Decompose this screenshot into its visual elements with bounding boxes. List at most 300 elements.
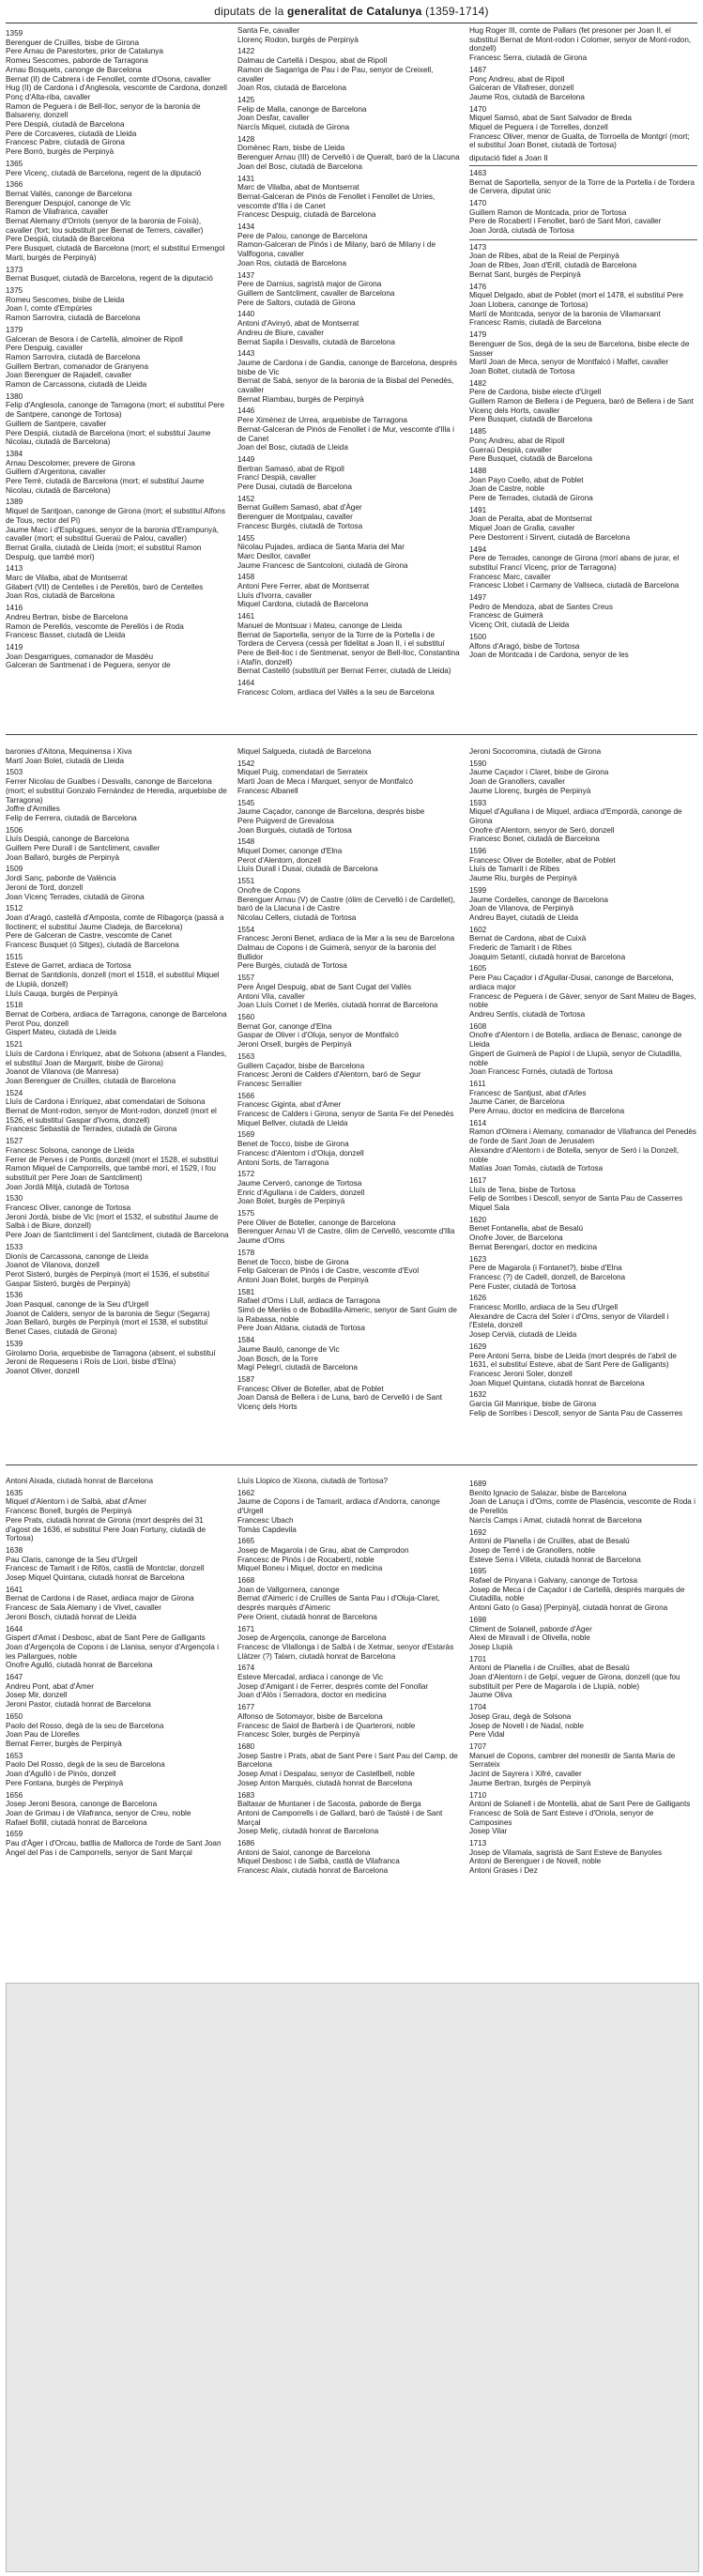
deputy-entry: Bernat-Galceran de Pinós de Fenollet i Fenollet de Urries, vescomte d'Illa i de Canet — [237, 192, 436, 210]
deputy-entry: Pere de Magarola (i Fontanet?), bisbe d'Elna — [469, 1264, 622, 1273]
deputy-entry: Antoni Pere Ferrer, abat de Montserrat — [237, 582, 370, 591]
term-year: 1656 — [6, 1790, 23, 1800]
deputy-entry: Jeroni Pastor, ciutadà honrat de Barcelona — [6, 1700, 151, 1710]
deputy-entry: Santa Fe, cavaller — [237, 26, 299, 35]
deputy-entry: Bernat de Saportella, senyor de la Torre de la Portella i de Tordera de Cervera (cessà per fidelitat a Joan II, i el substituí Pere de Bell-lloc i de Sentmenat, senyor de Bell-lloc, Constantina i Atafín, donzell) — [237, 630, 460, 667]
deputy-entry: Andreu Bertran, bisbe de Barcelona — [6, 612, 129, 621]
term-year: 1674 — [237, 1664, 255, 1673]
deputy-entry: Onofre d'Alentorn i de Botella, ardiaca de Benasc, canonge de Lleida — [469, 1031, 682, 1050]
deputy-entry: Miquel Sala — [469, 1204, 510, 1213]
deputy-entry: Dalmau de Cartellà i Despou, abat de Ripoll — [237, 56, 388, 66]
deputy-entry: Antoni Aixada, ciutadà honrat de Barcelona — [6, 1477, 154, 1485]
deputy-entry: Joan de Granollers, cavaller — [469, 777, 565, 787]
term-year: 1635 — [6, 1488, 23, 1497]
deputy-entry: Antoni Gato (o Gasa) [Perpinyà], ciutadà honrat de Girona — [469, 1603, 668, 1613]
deputy-entry: Joan Ros, ciutadà de Barcelona — [237, 258, 347, 268]
deputy-entry: Onofre Agulló, ciutadà honrat de Barcelona — [6, 1661, 153, 1670]
deputy-entry: Magí Pelegrí, ciutadà de Barcelona — [237, 1363, 358, 1372]
deputy-entry: Berenguer Arnau (V) de Castre (ólim de Cervelló i de Cardellet), baró de la Llacuna i de Castre — [237, 895, 456, 913]
deputy-entry: Miquel de Santjoan, canonge de Girona (mort; el substituí Alfons de Tous, rector del Pi) — [6, 507, 225, 525]
deputy-entry: Narcís Miquel, ciutadà de Girona — [237, 123, 350, 132]
deputy-entry: Llàtzer (?) Talarn, ciutadà honrat de Barcelona — [237, 1651, 396, 1661]
deputy-entry: Josep Vilar — [469, 1827, 508, 1836]
term-year: 1375 — [6, 285, 23, 295]
deputy-entry: Miquel Delgado, abat de Poblet (mort el 1478, el substituí Pere Joan Llobera, canonge de Tortosa) — [469, 291, 684, 309]
deputy-entry: Joan Ros, ciutadà de Barcelona — [237, 84, 347, 93]
deputy-entry: Pere Àngel Despuig, abat de Sant Cugat del Vallès — [237, 982, 412, 991]
term-year: 1473 — [469, 242, 487, 252]
title-name: generalitat de Catalunya — [287, 5, 422, 18]
deputy-entry: Joan Pasqual, canonge de la Seu d'Urgell — [6, 1300, 149, 1310]
deputy-entry: Pere Antoni Serra, bisbe de Lleida (mort després de l'abril de 1631, el substituí Esteve, abat de Sant Pere de Galligants) — [469, 1351, 677, 1370]
mid-column-1 — [6, 747, 229, 1457]
deputy-entry: Pere Busquet, ciutadà de Barcelona (mort; el substituí Ermengol Marti, burgès de Perpinyà) — [6, 244, 225, 262]
deputy-entry: Bernat Vallès, canonge de Barcelona — [6, 189, 132, 198]
term-year: 1443 — [237, 349, 255, 359]
deputy-entry: Josep Anton Marquès, ciutadà honrat de Barcelona — [237, 1778, 413, 1787]
term-year: 1584 — [237, 1336, 255, 1345]
deputy-entry: Baltasar de Muntaner i de Sacosta, paborde de Berga — [237, 1800, 421, 1809]
deputy-entry: Jaume Oliva — [469, 1691, 512, 1700]
term-year: 1373 — [6, 265, 23, 274]
term-year: 1647 — [6, 1673, 23, 1682]
deputy-entry: Guillem d'Argentona, cavaller — [6, 468, 106, 477]
deputy-entry: Gispert de Guimerà de Papiol i de Llupià, senyor de Ciutadilla, noble — [469, 1049, 682, 1067]
block-separator — [6, 734, 697, 735]
deputy-entry: Pere de Terrades, canonge de Girona (morí abans de jurar, el substituí Francí Vicenç, prior de Tarragona) — [469, 554, 680, 572]
term-year: 1587 — [237, 1375, 255, 1384]
term-year: 1380 — [6, 391, 23, 401]
deputy-entry: Josep de Terré i de Granollers, noble — [469, 1545, 596, 1555]
deputy-entry: Benet Fontanella, abat de Besalú — [469, 1224, 584, 1234]
term-year: 1602 — [469, 925, 487, 934]
deputy-entry: Josep Llupià — [469, 1642, 512, 1651]
deputy-entry: Pau Claris, canonge de la Seu d'Urgell — [6, 1555, 138, 1564]
deputy-entry: Jaume Cerveró, canonge de Tortosa — [237, 1178, 362, 1188]
deputy-entry: Francesc Burgès, ciutadà de Tortosa — [237, 521, 363, 530]
term-year: 1620 — [469, 1215, 487, 1224]
deputy-entry: Francesc Albanell — [237, 786, 298, 795]
term-year: 1425 — [237, 95, 255, 104]
mid-column-3 — [469, 747, 697, 1457]
deputy-entry: Francesc Jeroni Benet, ardiaca de la Mar a la seu de Barcelona — [237, 934, 455, 943]
term-year: 1413 — [6, 564, 23, 574]
term-year: 1437 — [237, 270, 255, 280]
deputy-entry: Bernat Ferrer, burgès de Perpinyà — [6, 1739, 122, 1748]
term-year: 1509 — [6, 865, 23, 874]
term-year: 1521 — [6, 1040, 23, 1050]
deputy-entry: Climent de Solanell, paborde d'Àger — [469, 1624, 592, 1633]
deputy-entry: Domènec Ram, bisbe de Lleida — [237, 144, 345, 153]
term-year: 1463 — [469, 168, 487, 177]
deputy-entry: Gueraü Despiá, cavaller — [469, 445, 552, 454]
deputy-entry: Perot Sisteró, burgès de Perpinyà (mort el 1536, el substituí Gaspar Sisteró, burgès de Perpinyà) — [6, 1269, 210, 1288]
deputy-entry: Joan de Montcada i de Cardona, senyor de les — [469, 651, 629, 660]
deputy-entry: Joanot Oliver, donzell — [6, 1367, 80, 1375]
deputy-entry: Joan Berenguer de Rajadell, cavaller — [6, 371, 132, 380]
deputy-entry: Joan Jordà Mitjà, ciutadà de Tortosa — [6, 1182, 130, 1191]
deputy-entry: Dionís de Carcassona, canonge de Lleida — [6, 1251, 149, 1261]
deputy-entry: Joan Ros, ciutadà de Barcelona — [6, 591, 115, 601]
deputy-entry: Pere Arnau, doctor en medicina de Barcelona — [469, 1107, 625, 1116]
deputy-entry: Francesc de Pinós i de Rocabertí, noble — [237, 1555, 374, 1564]
deputy-entry: Joan de Vallgornera, canonge — [237, 1585, 340, 1594]
deputy-entry: Esteve Mercadal, ardiaca i canonge de Vic — [237, 1673, 384, 1682]
deputy-entry: Josep de Meca i de Caçador i de Cartellà, després marquès de Ciutadilla, noble — [469, 1585, 685, 1603]
term-year: 1617 — [469, 1175, 487, 1185]
deputy-entry: Francesc Soler, burgès de Perpinyà — [237, 1730, 360, 1740]
deputy-entry: Francesc de Sala Alemany i de Vivet, cavaller — [6, 1603, 161, 1613]
deputy-entry: Bernat de Corbera, ardiaca de Tarragona, canonge de Barcelona — [6, 1009, 227, 1019]
term-year: 1623 — [469, 1254, 487, 1264]
deputy-entry: Lluís de Cardona i Enríquez, abat comendatari de Solsona — [6, 1097, 206, 1107]
term-year: 1659 — [6, 1830, 23, 1839]
deputy-entry: Jacint de Sayrera i Xifré, cavaller — [469, 1770, 582, 1779]
term-year: 1677 — [237, 1703, 255, 1712]
deputy-entry: Bernat de Mont-rodon, senyor de Mont-rodon, donzell (mort el 1526, el substituí Gaspar d'Ivorra, donzell) — [6, 1107, 217, 1125]
deputy-entry: Pere de Terrades, ciutadà de Girona — [469, 494, 593, 503]
deputy-entry: Pere Dusai, ciutadà de Barcelona — [237, 483, 352, 492]
deputy-entry: Miquel Domer, canonge d'Elna — [237, 847, 343, 856]
deputy-entry: Antoni Grases i Dez — [469, 1866, 538, 1876]
term-year: 1710 — [469, 1790, 487, 1800]
deputy-entry: Pere Borrò, burgès de Perpinyà — [6, 147, 115, 157]
term-year: 1605 — [469, 964, 487, 974]
deputy-entry: Miquel d'Alentorn i de Salbà, abat d'Àmer — [6, 1497, 147, 1507]
deputy-entry: Hug Roger III, comte de Pallars (fet presoner per Joan II, el substituí Bernat de Mont-rodon i Colomer, senyor de Mont-rodon, donzell) — [469, 26, 692, 54]
deputy-entry: Francesc Oliver de Boteller, abat de Poblet — [237, 1384, 384, 1393]
deputy-entry: Antoni Sorts, de Tarragona — [237, 1158, 329, 1167]
deputy-entry: Ponç Andreu, abat de Ripoll — [469, 74, 565, 84]
term-year: 1686 — [237, 1839, 255, 1848]
term-year: 1581 — [237, 1287, 255, 1296]
deputy-entry: Joan Lluís Cornet i de Merlès, ciutadà honrat de Barcelona — [237, 1001, 438, 1010]
deputy-entry: Rafael Bofill, ciutadà honrat de Barcelona — [6, 1817, 147, 1827]
deputy-entry: Francesc d'Alentorn i d'Oluja, donzell — [237, 1148, 364, 1158]
deputy-entry: Pere Joan Aldana, ciutadà de Tortosa — [237, 1324, 365, 1333]
deputy-entry: Alfonso de Sotomayor, bisbe de Barcelona — [237, 1711, 383, 1721]
deputy-entry: Francesc de Vilallonga i de Salbà i de Xetmar, senyor d'Estaràs — [237, 1642, 454, 1651]
title-prefix: diputats de la — [214, 5, 284, 18]
term-year: 1698 — [469, 1615, 487, 1624]
deputy-entry: Miquel Bellver, ciutadà de Lleida — [237, 1118, 348, 1127]
deputy-entry: Felip Galceran de Pinós i de Castre, vescomte d'Evol — [237, 1266, 420, 1276]
term-year: 1548 — [237, 837, 255, 847]
deputy-entry: Francesc Oliver de Boteller, abat de Poblet — [469, 855, 616, 865]
deputy-entry: Martí de Montcada, senyor de la baronia de Vilamarxant — [469, 309, 661, 318]
deputy-entry: Josep Amat i Despalau, senyor de Castellbell, noble — [237, 1770, 415, 1779]
photo-placeholder — [6, 1983, 699, 2572]
term-year: 1488 — [469, 466, 487, 475]
term-year: 1665 — [237, 1537, 255, 1546]
deputy-entry: Pedro de Mendoza, abat de Santes Creus — [469, 602, 613, 611]
deputy-entry: Berenguer de Sos, degà de la seu de Barcelona, bisbe electe de Sasser — [469, 339, 690, 358]
deputy-entry: Guillem Pere Durall i de Santcliment, cavaller — [6, 844, 160, 853]
term-year: 1365 — [6, 159, 23, 168]
deputy-entry: Joan de Lanuça i d'Oms, comte de Plasència, vescomte de Roda i de Perellós — [469, 1497, 695, 1516]
deputy-entry: Miquel Puig, comendatari de Serrateix — [237, 768, 368, 777]
deputy-entry: Galceran de Besora i de Cartellà, almoiner de Ripoll — [6, 334, 183, 344]
deputy-entry: Felip de Sorribes i Descoll, senyor de Santa Pau de Casserres — [469, 1408, 683, 1418]
deputy-entry: Bernat Riambau, burgès de Perpinyà — [237, 394, 364, 404]
deputy-entry: Francesc Oliver, canonge de Tortosa — [6, 1204, 131, 1213]
term-year: 1557 — [237, 974, 255, 983]
deputy-entry: Onofre Jover, de Barcelona — [469, 1234, 563, 1243]
deputy-entry: Guillem Bertran, comanador de Granyena — [6, 361, 149, 371]
deputy-entry: Vicenç Orit, ciutadà de Lleida — [469, 621, 570, 630]
deputy-entry: Pere Pau Caçador i d'Aguilar-Dusai, canonge de Barcelona, ardiaca major — [469, 974, 674, 991]
term-year: 1611 — [469, 1079, 486, 1088]
deputy-entry: Francesc Ubach — [237, 1515, 294, 1525]
term-year: 1563 — [237, 1051, 255, 1061]
deputy-entry: Rafael d'Oms i Llull, ardiaca de Tarragona — [237, 1296, 381, 1306]
deputy-entry: Marc de Vilalba, abat de Montserrat — [6, 574, 128, 583]
deputy-entry: Bernat de Saportella, senyor de la Torre de la Portella i de Tordera de Cervera, diputat únic — [469, 177, 695, 196]
term-year: 1431 — [237, 174, 255, 183]
deputy-entry: Ramon Sarrovira, ciutadà de Barcelona — [6, 314, 141, 323]
deputy-entry: Àngel del Pas i de Camporrells, senyor de Sant Marçal — [6, 1848, 192, 1857]
deputy-entry: Josep de Vilamala, sagristà de Sant Esteve de Banyoles — [469, 1848, 663, 1857]
deputy-entry: Marc de Vilalba, abat de Montserrat — [237, 183, 359, 192]
deputy-entry: Berenguer de Cruïlles, bisbe de Girona — [6, 38, 139, 47]
deputy-entry: Nicolau Pujades, ardiaca de Santa Maria del Mar — [237, 543, 405, 552]
bottom-column-3 — [469, 1477, 697, 1974]
deputy-entry: Felip d'Anglesola, canonge de Tarragona (mort; el substituí Pere de Santpere, canonge de Tortosa) — [6, 401, 225, 420]
deputy-entry: Benito Ignacio de Salazar, bisbe de Barcelona — [469, 1488, 627, 1497]
page-header — [6, 2, 697, 23]
deputy-entry: Joffre d'Armilles — [6, 805, 60, 814]
deputy-entry: Tomàs Capdevila — [237, 1525, 297, 1534]
deputy-entry: Perot Pou, donzell — [6, 1019, 69, 1028]
deputy-entry: Alfons d'Aragó, bisbe de Tortosa — [469, 641, 580, 651]
term-year: 1476 — [469, 282, 487, 291]
deputy-entry: Joan Pau de Llorelles — [6, 1730, 80, 1740]
term-year: 1578 — [237, 1248, 255, 1257]
deputy-entry: Rafael de Pinyana i Galvany, canonge de Tortosa — [469, 1576, 638, 1586]
term-year: 1512 — [6, 904, 23, 913]
deputy-entry: Antoni de Planella i de Cruïlles, abat de Besalú — [469, 1537, 630, 1546]
deputy-entry: Francesc de Saiol de Barberà i de Quarteroni, noble — [237, 1721, 416, 1730]
term-year: 1359 — [6, 29, 23, 38]
term-year: 1467 — [469, 65, 487, 74]
deputy-entry: Gispert d'Amat i Desbosc, abat de Sant Pere de Galligants — [6, 1633, 206, 1643]
deputy-entry: Pere de Cardona, bisbe electe d'Urgell — [469, 388, 602, 397]
deputy-entry: Manuel de Copons, cambrer del monestir de Santa Maria de Serrateix — [469, 1751, 676, 1770]
deputy-entry: Martí Joan de Meca, senyor de Montfalcó i Malfet, cavaller — [469, 358, 669, 367]
deputy-entry: Bernat de Santdionís, donzell (mort el 1518, el substituí Miquel de Llupià, donzell) — [6, 971, 220, 989]
deputy-entry: Romeu Sescomes, paborde de Tarragona — [6, 56, 148, 66]
term-year: 1536 — [6, 1291, 23, 1300]
deputy-entry: Berenguer Arnau VI de Castre, ólim de Cervelló, vescomte d'Illa — [237, 1227, 455, 1236]
term-year: 1440 — [237, 310, 255, 319]
term-year: 1434 — [237, 222, 255, 232]
deputy-entry: Jeroni Bosch, ciutadà honrat de Lleida — [6, 1612, 137, 1621]
term-year: 1695 — [469, 1567, 487, 1576]
deputy-entry: Joan Bolet, burgès de Perpinyà — [237, 1197, 345, 1206]
deputy-entry: Felip de Sorribes i Descoll, senyor de Santa Pau de Casserres — [469, 1194, 683, 1204]
deputy-entry: Bernat de Cardona i de Raset, ardiaca major de Girona — [6, 1594, 194, 1603]
bottom-column-2 — [237, 1477, 461, 1974]
deputy-entry: Gaspar de Oliver i d'Oluja, senyor de Montfalcó — [237, 1031, 399, 1040]
deputy-entry: Pere Destorrent i Sirvent, ciutadà de Barcelona — [469, 532, 631, 542]
term-year: 1422 — [237, 47, 255, 56]
term-year: 1593 — [469, 798, 487, 807]
deputy-entry: Antoni de Camporrells i de Gallard, baró de Taústé i de Sant Marçal — [237, 1808, 443, 1827]
deputy-entry: Pere Despiá, ciutadà de Barcelona (mort; el substituí Jaume Nicolau, ciutadà de Barcelona) — [6, 428, 211, 447]
term-year: 1632 — [469, 1390, 487, 1400]
term-year: 1566 — [237, 1091, 255, 1100]
deputy-entry: Francesc Ramis, ciutadà de Barcelona — [469, 318, 602, 328]
term-year: 1458 — [237, 573, 255, 582]
deputy-entry: Joan Desfar, cavaller — [237, 114, 310, 123]
deputy-entry: Jaume Francesc de Santcoloni, ciutadà de Girona — [237, 560, 408, 570]
deputy-entry: Jaume Caçador, canonge de Barcelona, després bisbe — [237, 807, 425, 817]
deputy-entry: baronies d'Aitona, Mequinensa i Xiva — [6, 747, 132, 756]
term-year: 1614 — [469, 1118, 487, 1127]
deputy-entry: Pere Vicenç, ciutadà de Barcelona, regent de la diputació — [6, 168, 202, 177]
deputy-entry: Bernat de Sabà, senyor de la baronia de la Bisbal del Penedès, cavaller — [237, 376, 454, 395]
deputy-entry: Francesc Bonet, ciutadà de Barcelona — [469, 835, 600, 844]
deputy-entry: Joan Berenguer de Cruïlles, ciutadà de Barcelona — [6, 1076, 176, 1085]
deputy-entry: Miquel Desbosc i de Salbà, castlà de Vilafranca — [237, 1857, 400, 1866]
term-year: 1713 — [469, 1839, 487, 1848]
deputy-entry: Romeu Sescomes, bisbe de Lleida — [6, 295, 125, 304]
deputy-entry: Joan de Peralta, abat de Montserrat — [469, 514, 592, 524]
deputy-entry: Bernat-Galceran de Pinós de Fenollet i de Mur, vescomte d'Illa i de Canet — [237, 424, 454, 443]
deputy-entry: Francí Despià, cavaller — [237, 473, 316, 483]
deputy-entry: Lluís de Tena, bisbe de Tortosa — [469, 1185, 576, 1194]
deputy-entry: Jeroni Jordà, bisbe de Vic (mort el 1532, el substituí Jaume de Salbà i de Biure, donzell) — [6, 1212, 219, 1231]
deputy-entry: Joan Payo Coello, abat de Poblet — [469, 475, 584, 484]
deputy-entry: Jaume Cordelles, canonge de Barcelona — [469, 895, 608, 904]
deputy-entry: Antoni de Solanell i de Montellà, abat de Sant Pere de Galligants — [469, 1800, 691, 1809]
deputy-entry: Pere Terré, ciutadà de Barcelona (mort; el substituí Jaume Nicolau, ciutadà de Barcelona) — [6, 477, 205, 495]
deputy-entry: Miquel d'Agullana i de Miquel, ardiaca d'Empordà, canonge de Girona — [469, 807, 682, 825]
deputy-entry: Jordi Sanç, paborde de València — [6, 874, 116, 883]
deputy-entry: Ramon d'Olmera i Alemany, comanador de Vilafranca del Penedès de l'orde de Sant Joan de Jerusalem — [469, 1127, 697, 1146]
deputy-entry: Benet de Tocco, bisbe de Girona — [237, 1140, 349, 1149]
deputy-entry: Jaume de Copons i de Tamarit, ardiaca d'Andorra, canonge d'Urgell — [237, 1497, 440, 1516]
term-year: 1500 — [469, 632, 487, 641]
deputy-entry: Joan Francesc Fornés, ciutadà de Tortosa — [469, 1067, 613, 1077]
term-year: 1707 — [469, 1741, 487, 1751]
deputy-entry: Girolamo Doria, arquebisbe de Tarragona (absent, el substituí Jeroni de Requesens i Roís de Liori, bisbe d'Elna) — [6, 1348, 216, 1367]
deputy-entry: Joan de Ribes, Joan d'Erill, ciutadà de Barcelona — [469, 261, 637, 270]
deputy-entry: Ramon de Vilafranca, cavaller — [6, 207, 109, 217]
deputy-entry: Esteve Serra i Villeta, ciutadà honrat de Barcelona — [469, 1555, 641, 1564]
term-year: 1515 — [6, 952, 23, 961]
deputy-entry: Jaume d'Oms — [237, 1236, 285, 1246]
deputy-entry: Josep Cervià, ciutadà de Lleida — [469, 1330, 577, 1340]
deputy-entry: Jeroni de Tord, donzell — [6, 882, 84, 892]
term-year: 1389 — [6, 498, 23, 507]
deputy-entry: Bernat Sapila i Desvalls, ciutadà de Barcelona — [237, 337, 395, 346]
deputy-entry: Pere Vidal — [469, 1730, 505, 1740]
deputy-entry: Pere Despià, ciutadà de Barcelona — [6, 235, 125, 244]
block-separator — [6, 1464, 697, 1465]
deputy-entry: Francesc de Peguera i de Gàver, senyor de Sant Mateu de Bages, noble — [469, 991, 696, 1010]
term-year: 1569 — [237, 1130, 255, 1140]
term-year: 1560 — [237, 1012, 255, 1021]
deputy-entry: Lluís Cauqa, burgès de Perpinyà — [6, 989, 118, 998]
deputy-entry: Gilabert (VII) de Centelles i de Perellós, baró de Centelles — [6, 582, 204, 591]
term-year: 1449 — [237, 454, 255, 464]
deputy-entry: Gispert Mateu, ciutadà de Lleida — [6, 1028, 116, 1037]
term-year: 1545 — [237, 798, 255, 807]
deputy-entry: Alexi de Miravall i de Olivella, noble — [469, 1633, 590, 1643]
deputy-entry: Galceran de Santmenat i de Peguera, senyor de — [6, 661, 171, 670]
deputy-entry: Lluís Llopico de Xixona, ciutadà de Tortosa? — [237, 1477, 389, 1485]
term-year: 1599 — [469, 885, 487, 895]
deputy-entry: Marc Desllor, cavaller — [237, 551, 312, 560]
term-year: 1626 — [469, 1294, 487, 1303]
section-rule — [469, 239, 697, 240]
deputy-entry: Josep de Novell i de Nadal, noble — [469, 1721, 584, 1730]
deputy-entry: Pere Ximénez de Urrea, arquebisbe de Tarragona — [237, 416, 407, 425]
deputy-entry: Francesc Morillo, ardiaca de la Seu d'Urgell — [469, 1303, 619, 1312]
deputy-entry: Lluís de Cardona i Enríquez, abat de Solsona (absent a Flandes, el substituí Joan de Margarit, bisbe de Girona) — [6, 1049, 227, 1067]
deputy-entry: Francesc Solsona, canonge de Lleida — [6, 1145, 135, 1155]
deputy-entry: Josep Meliç, ciutadà honrat de Barcelona — [237, 1827, 379, 1836]
term-year: 1446 — [237, 406, 255, 416]
deputy-entry: Miquel Cardona, ciutadà de Barcelona — [237, 600, 369, 609]
deputy-entry: Guillem Ramon de Montcada, prior de Tortosa — [469, 207, 627, 217]
deputy-entry: Pere de Darnius, sagristà major de Girona — [237, 280, 382, 289]
deputy-entry: Nicolau Cellers, ciutadà de Tortosa — [237, 912, 357, 922]
deputy-entry: Guillem de Santpere, cavaller — [6, 419, 107, 428]
deputy-entry: Ramon de Carcassona, ciutadà de Lleida — [6, 380, 147, 390]
deputy-entry: Joan de Grimau i de Vilafranca, senyor de Creu, noble — [6, 1808, 191, 1817]
term-year: 1497 — [469, 593, 487, 603]
term-year: 1428 — [237, 134, 255, 144]
term-year: 1680 — [237, 1741, 255, 1751]
deputy-entry: Josep d'Amigant i de Ferrer, després comte del Fonollar — [237, 1681, 429, 1691]
deputy-entry: Francesc Oliver, menor de Gualta, de Torroella de Montgrí (mort; el substituí Joan Bonet, ciutadà de Tortosa) — [469, 131, 690, 150]
deputy-entry: Joan Ballaró, burgès de Perpinyà — [6, 852, 120, 862]
deputy-entry: Pere Orient, ciutadà honrat de Barcelona — [237, 1612, 377, 1621]
term-year: 1416 — [6, 604, 23, 613]
term-year: 1494 — [469, 544, 487, 554]
deputy-entry: Francesc Pabre, ciutadà de Girona — [6, 138, 125, 147]
deputy-entry: Josep Sastre i Prats, abat de Sant Pere i Sant Pau del Camp, de Barcelona — [237, 1751, 458, 1770]
deputy-entry: Jaume Caçador i Claret, bisbe de Girona — [469, 768, 609, 777]
deputy-entry: Pere Despuig, cavaller — [6, 344, 84, 353]
deputy-entry: Joan del Bosc, ciutadà de Barcelona — [237, 161, 362, 171]
deputy-entry: Bernat Castelló (substituït per Bernat Ferrer, ciutadà de Lleida) — [237, 667, 451, 676]
term-year: 1662 — [237, 1488, 255, 1497]
deputy-entry: Antoni de Planella i de Cruïlles, abat de Besalú — [469, 1664, 630, 1673]
term-year: 1539 — [6, 1339, 23, 1348]
deputy-entry: Pere de Palou, canonge de Barcelona — [237, 231, 368, 240]
term-year: 1470 — [469, 104, 487, 114]
term-year: 1653 — [6, 1751, 23, 1760]
deputy-entry: Francesc de Tamarit i de Rifós, castlà de Montclar, donzell — [6, 1564, 205, 1573]
deputy-entry: Francesc de Calders i Girona, senyor de Santa Fe del Penedès — [237, 1110, 454, 1119]
deputy-entry: Pere de Corcaveres, ciutadà de Lleida — [6, 129, 137, 138]
term-year: 1590 — [469, 759, 487, 768]
deputy-entry: Miquel Boneu i Miquel, doctor en medicina — [237, 1564, 383, 1573]
deputy-entry: Bernat Berengarí, doctor en medicina — [469, 1242, 598, 1251]
deputy-entry: Enric d'Agullana i de Calders, donzell — [237, 1188, 365, 1197]
deputy-entry: Alexandre d'Alentorn i de Botella, senyor de Seró i la Donzell, noble — [469, 1145, 680, 1164]
deputy-entry: Guillem Ramon de Bellera i de Peguera, baró de Bellera i de Sant Vicenç dels Horts, cavaller — [469, 397, 694, 415]
page-title — [6, 5, 697, 18]
deputy-entry: Francesc de Solà de Sant Esteve i d'Oriola, senyor de Camposines — [469, 1808, 654, 1827]
deputy-entry: Andreu Pont, abat d'Àmer — [6, 1681, 94, 1691]
deputy-entry: Francesc Alaix, ciutadà honrat de Barcelona — [237, 1866, 389, 1876]
term-year: 1384 — [6, 449, 23, 458]
bottom-column-1 — [6, 1477, 229, 1974]
